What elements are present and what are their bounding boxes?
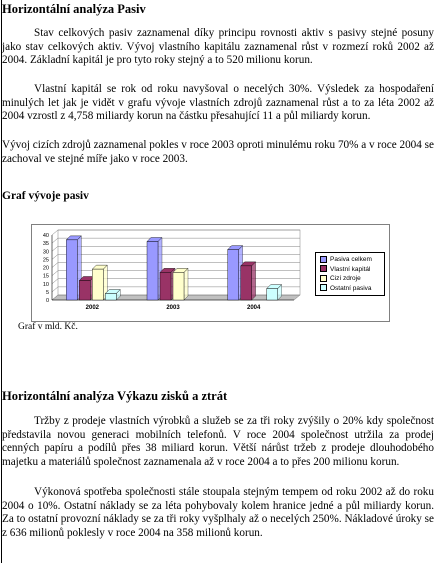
paragraph: Tržby z prodeje vlastních výrobků a služeb se za tři roky zvýšily o 20% kdy společnost představila novou generaci mobilních telefonů. V roce 2004 společnost utržila za prodej cenných papíru a podílů přes 38 miliard korun. Větší nárůst tržeb z prodeje dlouhodobého majetku a materiálů společnost zaznamenala až v roce 2004 a to přes 200 milionu korun. bbox=[2, 415, 434, 468]
bar bbox=[228, 250, 239, 300]
legend-item bbox=[320, 274, 361, 283]
x-tick-label: 2004 bbox=[246, 305, 261, 311]
bar bbox=[267, 289, 278, 300]
legend-item bbox=[320, 255, 372, 264]
legend-label: Cizí zdroje bbox=[330, 275, 361, 282]
paragraph: Výkonová spotřeba společnosti stále stoupala stejným tempem od roku 2002 až do roku 2004 o 10%. Ostatní náklady se za léta pohybovaly kolem hranice jedné a půl miliardy korun. Za to ostatní provozní náklady se za tři roky vyšplhaly až o necelých 250%. Nákladové úroky se z 636 milionů poklesly v roce 2004 na 358 milionů korun. bbox=[2, 486, 434, 539]
gridline-diag bbox=[52, 279, 58, 284]
bar bbox=[66, 240, 77, 300]
y-tick-label: 25 bbox=[42, 257, 49, 264]
legend-swatch bbox=[320, 275, 327, 282]
x-tick-label: 2003 bbox=[166, 305, 180, 311]
gridline-diag bbox=[52, 246, 58, 251]
paragraph: Vlastní kapitál se rok od roku navyšoval o necelých 30%. Výsledek za hospodaření minulých let jak je vidět v grafu vývoje vlastních zdrojů zaznamenal růst a to za léta 2002 až 2004 vzrostl z 4,758 miliardy korun na částku přesahující 11 a půl miliardy korun. bbox=[2, 83, 434, 122]
chart-frame bbox=[31, 224, 390, 322]
legend-item bbox=[320, 265, 370, 274]
y-tick-label: 10 bbox=[42, 281, 49, 288]
y-tick-label: 35 bbox=[42, 241, 49, 248]
legend-label: Ostatní pasiva bbox=[330, 284, 372, 292]
legend-swatch bbox=[320, 284, 327, 291]
x-tick-label: 2002 bbox=[85, 305, 100, 311]
bar bbox=[92, 269, 103, 300]
gridline-diag bbox=[52, 271, 58, 276]
bar bbox=[147, 242, 158, 301]
y-tick-label: 30 bbox=[42, 249, 49, 256]
gridline-diag bbox=[52, 238, 58, 243]
y-tick-label: 40 bbox=[42, 233, 49, 239]
y-tick-label: 5 bbox=[45, 289, 49, 296]
bar bbox=[160, 272, 171, 300]
legend-swatch bbox=[320, 265, 327, 272]
gridline-diag bbox=[52, 287, 58, 292]
bar-side bbox=[252, 262, 256, 300]
y-tick-label: 0 bbox=[45, 298, 49, 304]
legend-label: Vlastní kapitál bbox=[330, 265, 371, 273]
bar bbox=[173, 272, 184, 300]
paragraph: Stav celkových pasiv zaznamenal díky principu rovnosti aktiv s pasivy stejné posuny jako stav celkových aktiv. Vývoj vlastního kapitálu zaznamenal růst v rozmezí roků 2002 až 2004. Základní kapitál je pro tyto roky stejný a to 520 milionu korun. bbox=[2, 27, 434, 66]
chart-heading: Graf vývoje pasiv bbox=[2, 190, 89, 202]
gridline-diag bbox=[52, 230, 58, 235]
gridline-diag bbox=[52, 254, 58, 259]
y-tick-label: 20 bbox=[42, 265, 49, 272]
gridline-diag bbox=[52, 263, 58, 268]
section-title-pasiv: Horizontální analýza Pasiv bbox=[2, 2, 146, 16]
paragraph: Vývoj cizích zdrojů zaznamenal pokles v roce 2003 oproti minulému roku 70% a v roce 2004 se zachoval ve stejné míře jako v roce 2003. bbox=[2, 139, 434, 165]
legend-swatch bbox=[320, 256, 327, 263]
section-title-vzz: Horizontální analýza Výkazu zisků a ztrát bbox=[2, 389, 228, 403]
bar-side bbox=[184, 268, 188, 300]
legend-label: Pasiva celkem bbox=[330, 256, 372, 263]
bar bbox=[79, 281, 90, 301]
bar bbox=[105, 294, 116, 301]
chart-legend bbox=[315, 252, 385, 296]
legend-item bbox=[320, 284, 372, 293]
bar bbox=[241, 266, 252, 300]
y-tick-label: 15 bbox=[42, 273, 49, 280]
chart-caption: Graf v mld. Kč. bbox=[18, 322, 78, 332]
